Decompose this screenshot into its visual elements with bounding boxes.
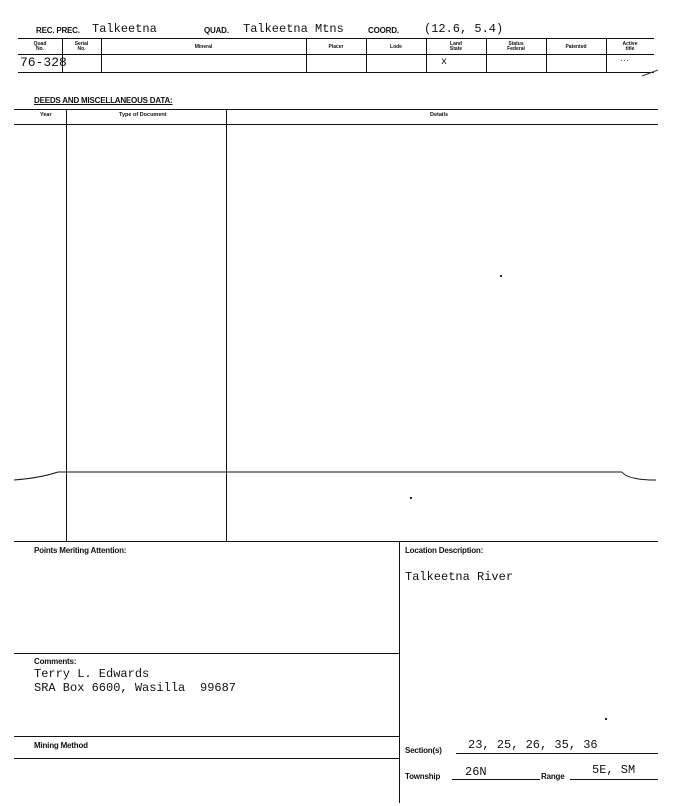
lower-center-divider [399,541,400,803]
comments-line2: SRA Box 6600, Wasilla [34,681,186,695]
col-patented: Patented [565,43,587,50]
quad-no-value: 76-328 [20,55,67,70]
deeds-col-year: Year [40,112,52,118]
lower-top-rule [14,541,658,542]
deeds-col-details: Details [430,112,449,118]
col-active-title: Active title [622,41,638,52]
speck [500,275,502,277]
col-status-federal: Status Federal [507,41,525,52]
deeds-section-title: DEEDS AND MISCELLANEOUS DATA: [34,96,173,105]
section-underline [456,753,658,754]
active-title-mark: ··· [620,55,629,65]
township-value: 26N [465,765,487,779]
coord-value: (12.6, 5.4) [424,22,504,36]
comments-label: Comments: [34,657,77,666]
deeds-header-rule [14,124,658,125]
col-quad-no: Quad No. [33,41,47,52]
speck [410,497,412,499]
mining-bottom-rule [14,758,399,759]
township-label: Township [405,772,441,781]
scan-mark [640,68,660,78]
rec-prec-label: REC. PREC. [36,26,80,35]
claims-table-header-rule [18,54,654,55]
claims-table-top-rule [18,38,654,39]
rec-prec-value: Talkeetna [92,22,157,36]
col-serial-no: Serial No. [74,41,89,52]
deeds-top-rule [14,109,658,110]
section-value: 23, 25, 26, 35, 36 [468,738,598,752]
deeds-col-type: Type of Document [119,112,167,118]
col-mineral: Mineral [194,43,213,50]
fold-line [0,466,678,490]
quad-label: QUAD. [204,26,229,35]
mining-top-rule [14,736,399,737]
points-label: Points Meriting Attention: [34,546,127,555]
comments-top-rule [14,653,399,654]
claims-table-bottom-rule [18,72,654,73]
township-underline [452,779,540,780]
range-value: 5E, SM [592,763,636,777]
coord-label: COORD. [368,26,399,35]
col-placer: Placer [328,43,344,50]
comments-line1: Terry L. Edwards [34,667,150,681]
speck [605,718,607,720]
mining-method-label: Mining Method [34,741,88,750]
land-state-mark: x [441,57,448,68]
col-land-state: Land State [449,41,463,52]
comments-zip: 99687 [200,681,237,695]
range-underline [570,779,658,780]
range-label: Range [541,772,565,781]
section-label: Section(s) [405,746,442,755]
location-value: Talkeetna River [405,570,514,584]
col-lode: Lode [390,43,402,50]
location-label: Location Description: [405,546,484,555]
quad-value: Talkeetna Mtns [243,22,344,36]
